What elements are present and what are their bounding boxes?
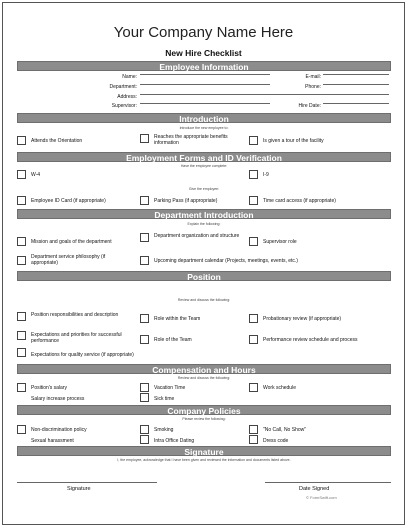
checkbox-probationary[interactable] — [249, 314, 258, 323]
checkbox-parking[interactable] — [140, 196, 149, 205]
item-role-of-team: Role of the Team — [154, 337, 192, 343]
item-time-card: Time card access (if appropriate) — [263, 198, 336, 204]
company-name: Your Company Name Here — [113, 24, 294, 41]
item-salary-increase: Salary increase process — [31, 396, 85, 402]
position-note: Review and discuss the following: — [177, 298, 231, 302]
item-probationary: Probationary review (if appropriate) — [263, 316, 342, 322]
checkbox-philosophy[interactable] — [17, 256, 26, 265]
item-vacation: Vacation Time — [154, 385, 186, 391]
section-company-policies: Company Policies — [17, 405, 391, 415]
introduction-note: Introduce the new employee to: — [179, 126, 229, 130]
section-compensation-hours: Compensation and Hours — [17, 364, 391, 374]
checkbox-salary[interactable] — [17, 383, 26, 392]
address-field[interactable] — [140, 94, 389, 95]
checkbox-role-of-team[interactable] — [140, 335, 149, 344]
checkbox-role-within-team[interactable] — [140, 314, 149, 323]
name-label: Name: — [122, 74, 137, 80]
item-role-within-team: Role within the Team — [154, 316, 201, 322]
watermark-text: © FormSwift.com — [306, 495, 337, 500]
supervisor-field[interactable] — [140, 103, 270, 104]
item-parking: Parking Pass (if appropriate) — [154, 198, 218, 204]
department-note: Explain the following: — [187, 222, 221, 226]
forms-note-complete: Have the employee complete: — [180, 164, 228, 168]
checkbox-review-process[interactable] — [249, 335, 258, 344]
checkbox-responsibilities[interactable] — [17, 312, 26, 321]
email-label: E-mail: — [305, 74, 321, 80]
supervisor-label: Supervisor: — [111, 103, 137, 109]
signature-line[interactable] — [17, 482, 157, 483]
item-dress-code: Dress code — [263, 438, 289, 444]
signature-note: I, the employee, acknowledge that I have been given and reviewed the information and documents listed above. — [117, 458, 291, 462]
item-mission: Mission and goals of the department — [31, 239, 112, 245]
item-no-call-no-show: "No Call, No Show" — [263, 427, 307, 433]
phone-label: Phone: — [305, 84, 321, 90]
item-supervisor-role: Supervisor role — [263, 239, 297, 245]
email-field[interactable] — [323, 74, 389, 75]
item-orientation: Attends the Orientation — [31, 138, 83, 144]
checkbox-sick-time[interactable] — [140, 393, 149, 402]
checkbox-w4[interactable] — [17, 170, 26, 179]
page-title: New Hire Checklist — [165, 48, 242, 58]
checkbox-calendar[interactable] — [140, 256, 149, 265]
item-benefits: Reaches the appropriate benefits information — [154, 134, 228, 146]
item-expectations: Expectations and priorities for successful performance — [31, 332, 122, 344]
hire-date-label: Hire Date: — [298, 103, 321, 109]
item-sick-time: Sick time — [154, 396, 175, 402]
section-position: Position — [17, 271, 391, 281]
department-field[interactable] — [140, 84, 270, 85]
hire-date-field[interactable] — [323, 103, 389, 104]
checkbox-expectations[interactable] — [17, 331, 26, 340]
checkbox-mission[interactable] — [17, 237, 26, 246]
item-sexual-harassment: Sexual harassment — [31, 438, 74, 444]
section-employee-information: Employee Information — [17, 61, 391, 71]
checkbox-office-dating[interactable] — [140, 435, 149, 444]
checkbox-quality-service[interactable] — [17, 348, 26, 357]
checkbox-orientation[interactable] — [17, 136, 26, 145]
item-philosophy: Department service philosophy (if appropriate) — [31, 254, 106, 266]
section-employment-forms: Employment Forms and ID Verification — [17, 152, 391, 162]
item-i9: I-9 — [263, 172, 269, 178]
item-smoking: Smoking — [154, 427, 174, 433]
item-w4: W-4 — [31, 172, 41, 178]
item-work-schedule: Work schedule — [263, 385, 296, 391]
checkbox-tour[interactable] — [249, 136, 258, 145]
checkbox-benefits[interactable] — [140, 134, 149, 143]
checkbox-organization[interactable] — [140, 233, 149, 242]
checkbox-work-schedule[interactable] — [249, 383, 258, 392]
checkbox-nondiscrimination[interactable] — [17, 425, 26, 434]
item-calendar: Upcoming department calendar (Projects, meetings, events, etc.) — [154, 258, 298, 264]
name-field[interactable] — [140, 74, 270, 75]
item-nondiscrimination: Non-discrimination policy — [31, 427, 87, 433]
item-responsibilities: Position responsibilities and description — [31, 312, 119, 318]
item-quality-service: Expectations for quality service (if appropriate) — [31, 352, 134, 358]
section-department-introduction: Department Introduction — [17, 209, 391, 219]
address-label: Address: — [117, 94, 137, 100]
compensation-note: Review and discuss the following: — [177, 376, 231, 380]
section-introduction: Introduction — [17, 113, 391, 123]
department-label: Department: — [109, 84, 137, 90]
checkbox-no-call-no-show[interactable] — [249, 425, 258, 434]
date-signed-line[interactable] — [265, 482, 391, 483]
item-salary: Position's salary — [31, 385, 67, 391]
item-office-dating: Intra Office Dating — [154, 438, 195, 444]
checkbox-i9[interactable] — [249, 170, 258, 179]
checkbox-supervisor-role[interactable] — [249, 237, 258, 246]
item-tour: Is given a tour of the facility — [263, 138, 324, 144]
checkbox-time-card[interactable] — [249, 196, 258, 205]
checkbox-vacation[interactable] — [140, 383, 149, 392]
checkbox-id-card[interactable] — [17, 196, 26, 205]
policies-note: Please review the following: — [182, 417, 226, 421]
forms-note-give: Give the employee: — [188, 187, 220, 191]
checklist-page — [2, 2, 405, 525]
item-review-process: Performance review schedule and process — [263, 337, 358, 343]
phone-field[interactable] — [323, 84, 389, 85]
checkbox-dress-code[interactable] — [249, 435, 258, 444]
date-signed-label: Date Signed — [299, 486, 330, 492]
item-id-card: Employee ID Card (if appropriate) — [31, 198, 106, 204]
signature-label: Signature — [67, 486, 91, 492]
checkbox-smoking[interactable] — [140, 425, 149, 434]
item-organization: Department organization and structure — [154, 233, 240, 239]
section-signature: Signature — [17, 446, 391, 456]
